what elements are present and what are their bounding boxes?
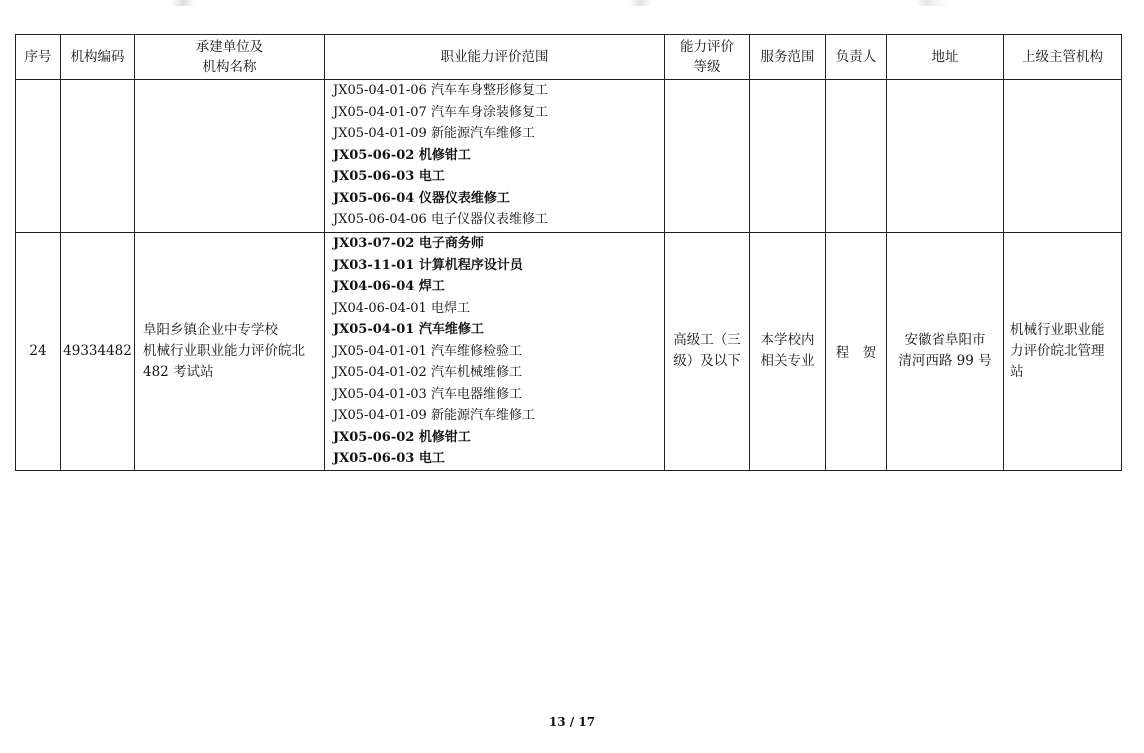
level-line1: 高级工（三 [673, 332, 741, 349]
unit-line1: 阜阳乡镇企业中专学校 [143, 321, 278, 338]
page-number: 13 / 17 [548, 715, 596, 729]
header-level-line2: 等级 [693, 59, 721, 75]
row-seq: 24 [16, 233, 61, 471]
scope-item: JX05-04-01-06 汽车车身整形修复工 [333, 83, 548, 98]
scope-list [333, 80, 664, 231]
row-service [750, 233, 826, 471]
cell-empty [16, 80, 61, 233]
service-line1: 本学校内 [760, 332, 815, 349]
scope-item: JX05-04-01-02 汽车机械维修工 [333, 365, 522, 380]
scope-item: JX05-06-04-06 电子仪器仪表维修工 [333, 212, 548, 227]
cell-empty [665, 80, 750, 233]
header-service: 服务范围 [750, 35, 826, 80]
institution-table [15, 34, 1122, 471]
table-row-24 [16, 233, 1122, 471]
scope-item: JX05-04-01-09 新能源汽车维修工 [333, 126, 535, 141]
scope-item: JX05-06-02 机修钳工 [333, 429, 471, 445]
header-level-line1: 能力评价 [680, 39, 734, 55]
row-level [665, 233, 750, 471]
cell-empty [826, 80, 887, 233]
supervisor-line1: 机械行业职业能 [1010, 321, 1105, 338]
row-person: 程 贺 [826, 233, 887, 471]
scope-item: JX05-04-01-07 汽车车身涂装修复工 [333, 104, 548, 120]
header-row [16, 35, 1122, 80]
cell-empty [887, 80, 1004, 233]
header-code: 机构编码 [61, 35, 135, 80]
scope-list [333, 233, 664, 470]
scope-item: JX05-04-01 汽车维修工 [333, 322, 484, 337]
cell-empty [1004, 80, 1122, 233]
unit-line3: 482 考试站 [143, 363, 214, 380]
supervisor-line3: 站 [1010, 363, 1024, 380]
scope-cell-24 [325, 233, 665, 471]
row-supervisor [1004, 233, 1122, 471]
header-unit [135, 35, 325, 80]
table-row-continued [16, 80, 1122, 233]
header-unit-line2: 机构名称 [202, 59, 257, 75]
row-address [887, 233, 1004, 471]
cell-empty [61, 80, 135, 233]
row-code: 49334482 [61, 233, 135, 471]
scope-item: JX03-11-01 计算机程序设计员 [333, 257, 523, 273]
scope-item: JX05-06-02 机修钳工 [333, 147, 471, 163]
scope-item: JX05-06-03 电工 [333, 169, 445, 184]
level-line2: 级）及以下 [673, 353, 741, 370]
cell-empty [135, 80, 325, 233]
row-unit-name [135, 233, 325, 471]
header-level [665, 35, 750, 80]
scan-header-artifact [0, 0, 1144, 6]
scope-item: JX05-04-01-03 汽车电器维修工 [333, 386, 522, 402]
supervisor-line2: 力评价皖北管理 [1010, 342, 1105, 359]
scope-item: JX05-04-01-01 汽车维修检验工 [333, 343, 522, 359]
scope-item: JX03-07-02 电子商务师 [333, 236, 484, 251]
scope-item: JX04-06-04-01 电焊工 [333, 300, 470, 316]
service-line2: 相关专业 [760, 353, 815, 370]
address-line1: 安徽省阜阳市 [904, 332, 986, 349]
cell-empty [750, 80, 826, 233]
header-person: 负责人 [826, 35, 887, 80]
header-scope: 职业能力评价范围 [325, 35, 665, 80]
scope-item: JX04-06-04 焊工 [333, 279, 445, 294]
scope-item: JX05-04-01-09 新能源汽车维修工 [333, 408, 535, 423]
header-address: 地址 [887, 35, 1004, 80]
header-unit-line1: 承建单位及 [195, 39, 264, 55]
unit-line2: 机械行业职业能力评价皖北 [143, 342, 305, 359]
header-seq: 序号 [16, 35, 61, 80]
address-line2: 清河西路 99 号 [898, 353, 992, 370]
scope-item: JX05-06-04 仪器仪表维修工 [333, 190, 510, 206]
scope-cell-continued [325, 80, 665, 233]
scope-item: JX05-06-03 电工 [333, 451, 445, 466]
header-supervisor: 上级主管机构 [1004, 35, 1122, 80]
